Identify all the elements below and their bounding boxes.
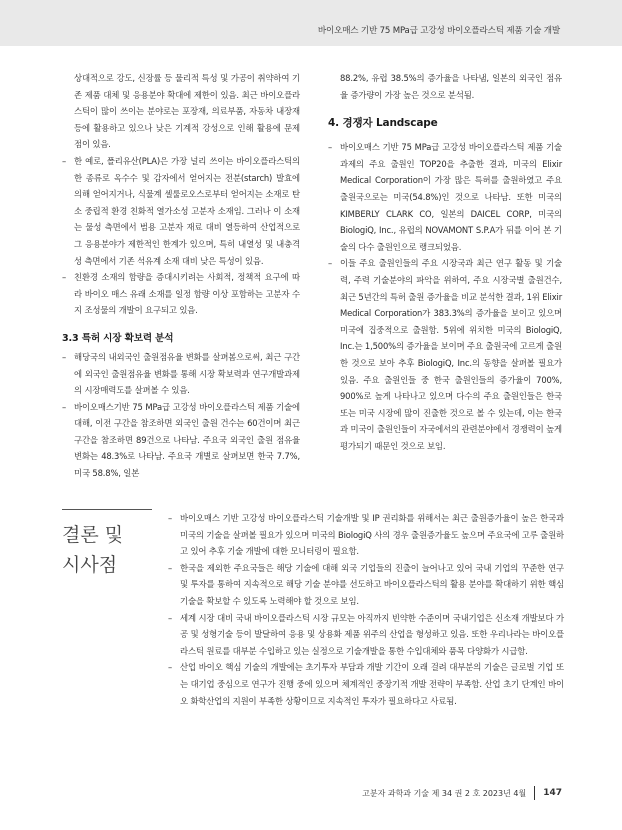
header-bar [0,0,622,46]
bullet-pla-example: – 한 예로, 폴리유산(PLA)은 가장 널리 쓰이는 바이오플라스틱의 한 종류로 옥수수 및 감자에서 얻어지는 전분(starch) 발효에 의해 얻어지거나, 식물계 셀룰로오스로부터 얻어지는 소재로 탄소 중립적 환경 친화적 열가소성 고분자 소재임. 그러나 이 소재는 물성 측면에서 범용 고분자 재료 대비 열등하여 산업적으로 그 응용분야가 제한적인 한계가 있으며, 특히 내열성 및 내충격성 측면에서 기존 석유계 소재 대비 낮은 특성이 있음. [62,153,300,269]
conclusion-heading-line2: 시사점 [62,554,118,576]
bullet-share-change: – 해당국의 내외국인 출원점유율 변화를 살펴봄으로써, 최근 구간에 외국인 출원점유율 변화를 통해 시장 확보력과 연구개발과제의 시장매력도를 살펴볼 수 있음. [62,349,300,399]
running-header-title: 바이오매스 기반 75 MPa급 고강성 바이오플라스틱 제품 기술 개발 [317,26,560,36]
bullet-top20-applicants: – 바이오매스 기반 75 MPa급 고강성 바이오플라스틱 제품 기술 과제의 주요 출원인 TOP20을 추출한 결과, 미국의 Elixir Medical Corporation이 가장 많은 특허를 출원하였고 주요 출원국으로는 미국(54.8%)인 것으로 나타남. 또한 미국의 KIMBERLY CLARK CO, 일본의 DAICEL CORP, 미국의 BiologiQ, Inc., 유럽의 NOVAMONT S.P.A가 뒤를 이어 본 기술의 다수 출원인으로 랭크되었음. [328,139,562,255]
conclusion-body [168,510,564,709]
conclusion-bullet-market-size: – 세계 시장 대비 국내 바이오플라스틱 시장 규모는 아직까지 빈약한 수준이며 국내기업은 신소재 개발보다 가공 및 성형기술 등이 발달하여 응용 및 상용화 제품 위주의 산업을 형성하고 있음. 또한 우리나라는 바이오플라스틱 원료를 대부분 수입하고 있는 실정으로 기술개발을 통한 수입대체와 품목 다양화가 시급함. [168,610,564,660]
right-column [328,70,562,454]
section-4-title: 4. 경쟁자 Landscape [328,117,438,130]
conclusion-bullet-domestic-research: – 한국을 제외한 주요국들은 해당 기술에 대해 외국 기업들의 진출이 늘어나고 있어 국내 기업의 꾸준한 연구 및 투자를 통하여 지속적으로 해당 기술 분야를 선도하고 바이오플라스틱의 활용 분야를 확대하기 위한 핵심 기술을 확보할 수 있도록 노력해야 할 것으로 보임. [168,560,564,610]
conclusion-bullet-investment: – 산업 바이오 핵심 기술의 개발에는 초기투자 부담과 개발 기간이 오래 걸려 대부분의 기술은 글로벌 기업 또는 대기업 중심으로 연구가 진행 중에 있으며 체계적인 중장기적 개발 전략이 부족함. 산업 초기 단계인 바이오 화학산업의 지원이 부족한 상황이므로 지속적인 투자가 필요하다고 사료됨. [168,659,564,709]
conclusion-heading [62,520,157,580]
journal-citation: 고분자 과학과 기술 제 34 권 2 호 2023년 4월 [362,788,527,798]
footer-separator [534,786,535,800]
bullet-foreign-filings: – 바이오매스기반 75 MPa급 고강성 바이오플라스틱 제품 기술에 대해, 이전 구간을 참조하면 외국인 출원 건수는 60건이며 최근 구간을 참조하면 89건으로 나타남. 주요국 외국인 출원 점유율 변화는 48.3%로 나타남. 주요국 개별로 살펴보면 한국 7.7%, 미국 58.8%, 일본 [62,399,300,482]
page-footer [362,786,562,800]
conclusion-divider [62,509,152,510]
page-number: 147 [543,788,562,798]
conclusion-bullet-ip: – 바이오매스 기반 고강성 바이오플라스틱 기술개발 및 IP 권리화를 위해서는 최근 출원증가율이 높은 한국과 미국의 기술을 살펴볼 필요가 있으며 미국의 BiologiQ 사의 경우 출원증가율도 높으며 주요국에 고루 출원하고 있어 추후 기술 개발에 대한 모니터링이 필요함. [168,510,564,560]
bullet-applicant-growth: – 이들 주요 출원인들의 주요 시장국과 최근 연구 활동 및 기술력, 주력 기술분야의 파악을 위하여, 주요 시장국별 출원건수, 최근 5년간의 특허 출원 증가율을 비교 분석한 결과, 1위 Elixir Medical Corporation가 383.3%의 증가율을 보이고 있으며 미국에 집중적으로 출원함. 5위에 위치한 미국의 BiologiQ, Inc.는 1,500%의 증가율을 보이며 주요 출원국에 고르게 출원한 것으로 보아 추후 BiologiQ, Inc.의 동향을 살펴볼 필요가 있음. 주요 출원인들 중 한국 출원인들의 증가율이 700%, 900%로 높게 나타나고 있으며 다수의 주요 출원인들은 한국 또는 미국 시장에 많이 진출한 것으로 볼 수 있는데, 이는 한국과 미국이 출원인들이 자국에서의 관련분야에서 경쟁력이 높게 평가되기 때문인 것으로 보임. [328,255,562,454]
intro-continuation: 상대적으로 강도, 신장률 등 물리적 특성 및 가공이 취약하여 기존 제품 대체 및 응용분야 확대에 제한이 있음. 최근 바이오플라스틱이 많이 쓰이는 분야로는 포장재, 의료부품, 자동차 내장재 등에 활용하고 있으나 낮은 기계적 강성으로 인해 활용에 문제점이 있음. [74,73,300,150]
section-3-3-title: 3.3 특허 시장 확보력 분석 [62,332,174,344]
bullet-eco-material-demand: – 친환경 소재의 함량을 증대시키려는 사회적, 정책적 요구에 따라 바이오 매스 유래 소재를 일정 함량 이상 포함하는 고분자 수지 조성물의 개발이 요구되고 있음. [62,269,300,319]
conclusion-heading-line1: 결론 및 [62,524,124,546]
left-column [62,70,300,482]
right-continuation: 88.2%, 유럽 38.5%의 증가율을 나타냄, 일본의 외국인 점유율 증가량이 가장 높은 것으로 분석됨. [340,73,562,100]
